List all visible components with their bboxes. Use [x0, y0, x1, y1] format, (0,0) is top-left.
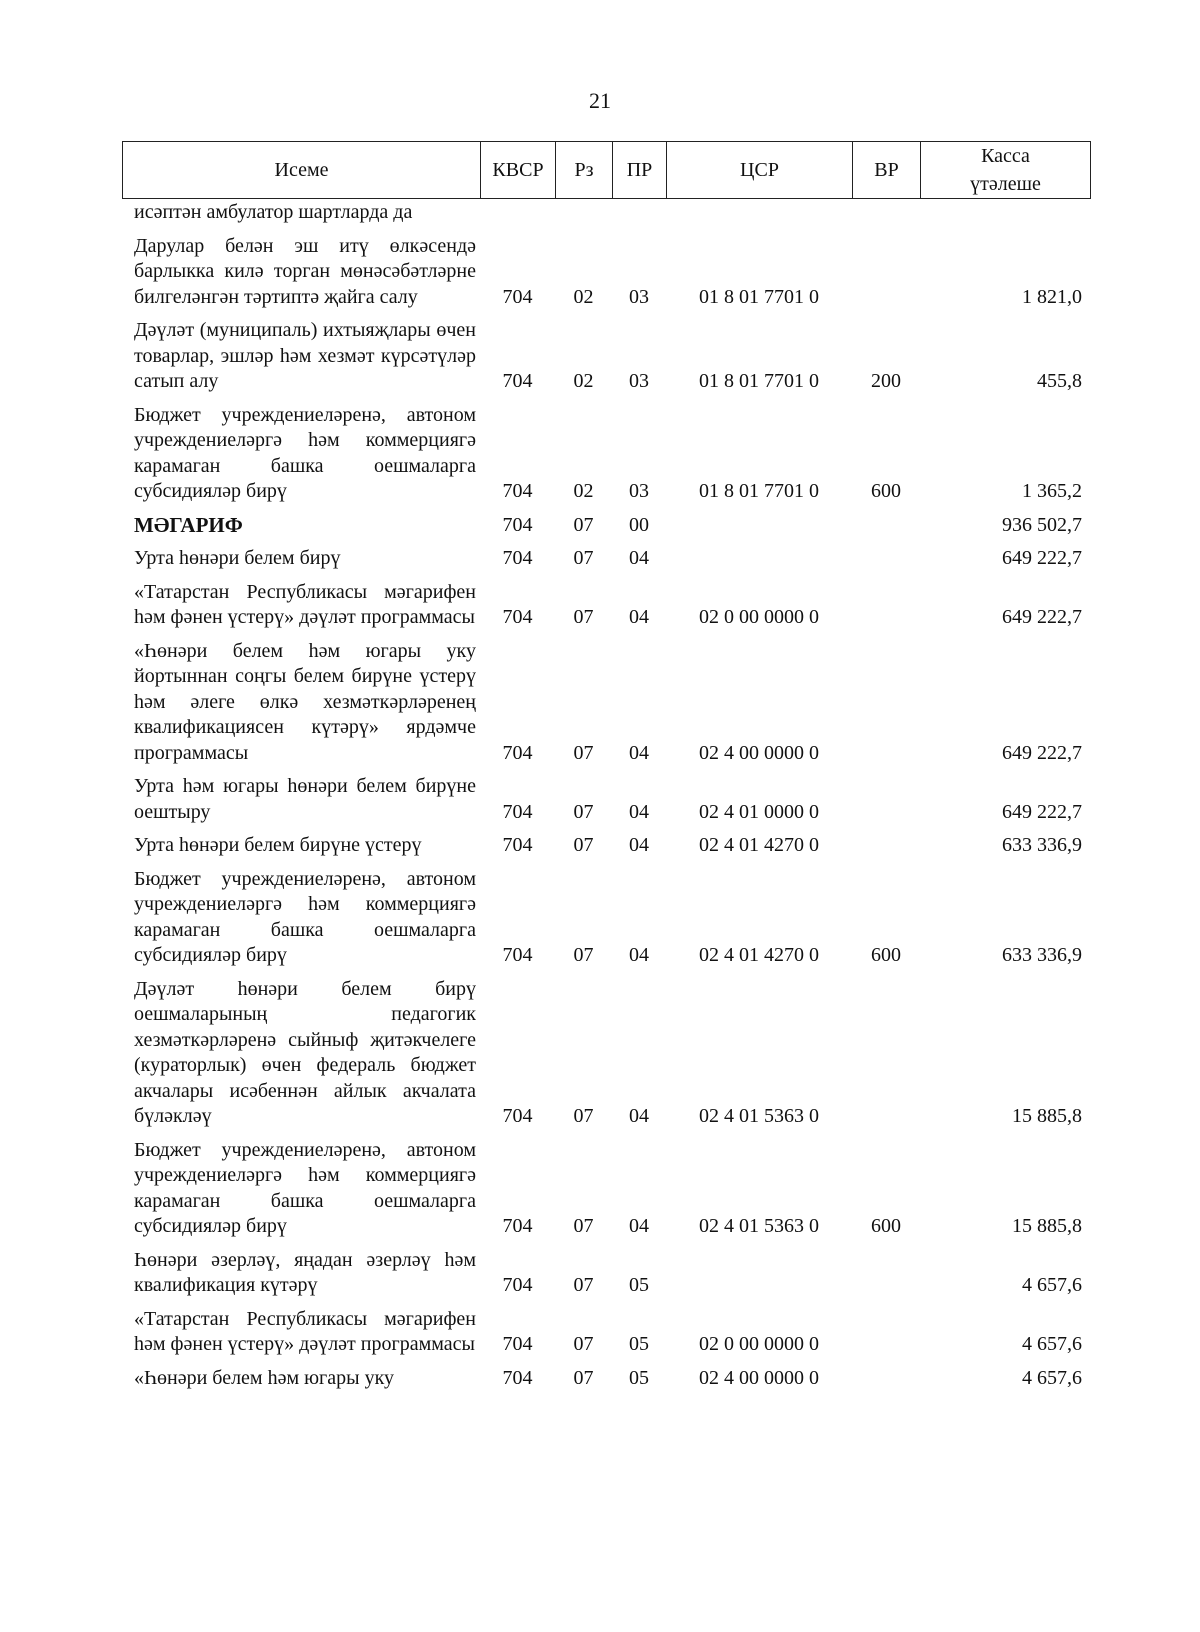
- cell-pr: 04: [629, 741, 649, 764]
- cell-pr: 05: [629, 1274, 649, 1296]
- cell-kassa: 4 657,6: [1022, 1274, 1082, 1296]
- cell-csr: 01 8 01 7701 0: [699, 285, 819, 308]
- table-row: [122, 315, 1090, 400]
- cell-vr: [852, 1363, 920, 1397]
- table-row: [122, 1363, 1090, 1397]
- cell-kvsr: 704: [502, 1105, 533, 1127]
- header-name: Исеме: [123, 142, 481, 199]
- header-pr: ПР: [613, 142, 667, 199]
- cell-name: исәптән амбулатор шартларда да: [134, 201, 413, 223]
- cell-vr: 600: [871, 1215, 901, 1237]
- cell-kassa: [920, 197, 1090, 231]
- cell-name: Дарулар белән эш итү өлкәсендә барлыкка килә торган мөнәсәбәтләрне билгеләнгән тәртиптә җайга салу: [134, 234, 476, 308]
- table-row: [122, 771, 1090, 830]
- cell-pr: 04: [629, 944, 649, 966]
- cell-pr: 05: [629, 1366, 649, 1389]
- cell-vr: 200: [871, 370, 901, 392]
- cell-name: Урта һөнәри белем бирү: [134, 547, 341, 569]
- cell-kvsr: 704: [502, 944, 533, 966]
- cell-vr: [852, 510, 920, 544]
- cell-name: Урта һәм югары һөнәри белем бирүне оештыру: [134, 775, 476, 823]
- cell-vr: [852, 231, 920, 316]
- header-csr: ЦСР: [667, 142, 853, 199]
- cell-kassa: 649 222,7: [1002, 547, 1082, 569]
- section-row: [122, 510, 1090, 544]
- cell-rz: 07: [573, 741, 594, 764]
- cell-pr: 05: [629, 1333, 649, 1355]
- cell-name: Урта һөнәри белем бирүне үстерү: [134, 834, 422, 856]
- cell-kvsr: 704: [502, 513, 533, 536]
- cell-kassa: 649 222,7: [1002, 800, 1082, 823]
- cell-kassa: 15 885,8: [1012, 1215, 1082, 1237]
- cell-rz: 02: [573, 480, 594, 502]
- cell-csr: 02 4 01 0000 0: [699, 800, 819, 823]
- cell-name: Бюджет учреждениеләренә, автоном учреждениеләргә һәм коммерциягә карамаган башка оешмаларга субсидияләр бирү: [134, 1138, 476, 1237]
- cell-kassa: 4 657,6: [1022, 1366, 1082, 1389]
- cell-rz: 07: [573, 1274, 594, 1296]
- cell-vr: [852, 974, 920, 1135]
- cell-vr: [852, 577, 920, 636]
- header-kassa-line1: Касса: [981, 145, 1030, 167]
- cell-csr: 02 4 01 4270 0: [699, 944, 819, 966]
- cell-kassa: 15 885,8: [1012, 1105, 1082, 1127]
- cell-csr: 02 4 00 0000 0: [699, 1366, 819, 1389]
- table-row: [122, 543, 1090, 577]
- table-row: [122, 577, 1090, 636]
- cell-kvsr: 704: [502, 741, 533, 764]
- cell-csr: [666, 543, 852, 577]
- table-body: [122, 197, 1090, 1396]
- table-row: [122, 197, 1090, 231]
- cell-csr: [666, 197, 852, 231]
- cell-name: «Татарстан Республикасы мәгарифен һәм фәнен үстерү» дәүләт программасы: [134, 1307, 476, 1355]
- cell-csr: 02 4 01 5363 0: [699, 1105, 819, 1127]
- cell-name: Дәүләт (муниципаль) ихтыяҗлары өчен товарлар, эшләр һәм хезмәт күрсәтүләр сатып алу: [134, 319, 476, 392]
- cell-kvsr: 704: [502, 285, 533, 308]
- cell-csr: 02 0 00 0000 0: [699, 606, 819, 628]
- cell-csr: 02 4 01 5363 0: [699, 1215, 819, 1237]
- cell-rz: 07: [573, 1366, 594, 1389]
- cell-kvsr: [480, 197, 555, 231]
- cell-rz: 07: [573, 1333, 594, 1355]
- cell-kassa: 633 336,9: [1002, 944, 1082, 966]
- cell-rz: 07: [573, 1105, 594, 1127]
- cell-kassa: 455,8: [1037, 370, 1082, 392]
- cell-kvsr: 704: [502, 834, 533, 856]
- cell-name: МӘГАРИФ: [134, 512, 243, 537]
- cell-kassa: 1 365,2: [1022, 480, 1082, 502]
- cell-vr: [852, 543, 920, 577]
- table-row: [122, 1135, 1090, 1245]
- cell-kvsr: 704: [502, 1215, 533, 1237]
- cell-name: «Һөнәри белем һәм югары уку йортыннан соңгы белем бирүне үстерү һәм әлеге өлкә хезмәткәрләренең квалификациясен күтәрү» ярдәмче программасы: [134, 639, 476, 764]
- cell-csr: 02 0 00 0000 0: [699, 1333, 819, 1355]
- cell-pr: 00: [629, 513, 649, 536]
- cell-name: Дәүләт һөнәри белем бирү оешмаларының педагогик хезмәткәрләренә сыйныф җитәкчелеге (кураторлык) өчен федераль бюджет акчалары исәбеннән айлык акчалата бүләкләү: [134, 977, 476, 1127]
- cell-kvsr: 704: [502, 800, 533, 823]
- cell-kvsr: 704: [502, 547, 533, 569]
- cell-pr: 04: [629, 606, 649, 628]
- cell-name: Һөнәри әзерләү, яңадан әзерләү һәм квалификация күтәрү: [134, 1248, 476, 1296]
- cell-rz: 07: [573, 606, 594, 628]
- cell-pr: 04: [629, 547, 649, 569]
- cell-name: Бюджет учреждениеләренә, автоном учреждениеләргә һәм коммерциягә карамаган башка оешмаларга субсидияләр бирү: [134, 403, 476, 502]
- cell-kvsr: 704: [502, 1274, 533, 1296]
- table-row: [122, 830, 1090, 864]
- cell-rz: 07: [573, 547, 594, 569]
- cell-vr: [852, 771, 920, 830]
- cell-csr: 02 4 00 0000 0: [699, 741, 819, 764]
- cell-rz: 07: [573, 944, 594, 966]
- cell-csr: 01 8 01 7701 0: [699, 480, 819, 502]
- cell-rz: 07: [573, 800, 594, 823]
- cell-kassa: 649 222,7: [1002, 606, 1082, 628]
- cell-vr: [852, 197, 920, 231]
- table-header: [122, 141, 1091, 199]
- header-rz: Рз: [556, 142, 613, 199]
- cell-kvsr: 704: [502, 1366, 533, 1389]
- cell-name: «Татарстан Республикасы мәгарифен һәм фәнен үстерү» дәүләт программасы: [134, 580, 476, 628]
- cell-pr: [612, 197, 666, 231]
- cell-vr: 600: [871, 480, 901, 502]
- table-row: [122, 864, 1090, 974]
- header-kvsr: КВСР: [481, 142, 556, 199]
- header-vr: ВР: [853, 142, 921, 199]
- cell-rz: 02: [573, 370, 594, 392]
- table-row: [122, 974, 1090, 1135]
- table-row: [122, 1245, 1090, 1304]
- cell-csr: 02 4 01 4270 0: [699, 834, 819, 856]
- table-row: [122, 231, 1090, 316]
- cell-vr: [852, 636, 920, 772]
- table-row: [122, 400, 1090, 510]
- cell-kvsr: 704: [502, 370, 533, 392]
- cell-kassa: 4 657,6: [1022, 1333, 1082, 1355]
- cell-vr: 600: [871, 944, 901, 966]
- cell-kvsr: 704: [502, 480, 533, 502]
- cell-rz: [555, 197, 612, 231]
- table-row: [122, 636, 1090, 772]
- cell-vr: [852, 1245, 920, 1304]
- cell-pr: 03: [629, 370, 649, 392]
- cell-pr: 04: [629, 1105, 649, 1127]
- cell-csr: [666, 510, 852, 544]
- cell-csr: [666, 1245, 852, 1304]
- cell-name: Бюджет учреждениеләренә, автоном учреждениеләргә һәм коммерциягә карамаган башка оешмаларга субсидияләр бирү: [134, 867, 476, 966]
- cell-vr: [852, 830, 920, 864]
- page-number: 21: [589, 88, 611, 113]
- cell-pr: 04: [629, 800, 649, 823]
- cell-kvsr: 704: [502, 606, 533, 628]
- table-row: [122, 1304, 1090, 1363]
- cell-pr: 04: [629, 834, 649, 856]
- cell-name: «Һөнәри белем һәм югары уку: [134, 1366, 395, 1389]
- cell-kvsr: 704: [502, 1333, 533, 1355]
- cell-rz: 07: [573, 1215, 594, 1237]
- header-kassa-line2: үтәлеше: [970, 173, 1041, 195]
- cell-rz: 07: [573, 834, 594, 856]
- cell-pr: 03: [629, 285, 649, 308]
- cell-csr: 01 8 01 7701 0: [699, 370, 819, 392]
- cell-rz: 02: [573, 285, 594, 308]
- cell-rz: 07: [573, 513, 594, 536]
- header-kassa: [921, 142, 1091, 199]
- cell-kassa: 936 502,7: [1002, 513, 1082, 536]
- cell-kassa: 649 222,7: [1002, 741, 1082, 764]
- cell-vr: [852, 1304, 920, 1363]
- cell-pr: 04: [629, 1215, 649, 1237]
- cell-kassa: 1 821,0: [1022, 285, 1082, 308]
- cell-kassa: 633 336,9: [1002, 834, 1082, 856]
- cell-pr: 03: [629, 480, 649, 502]
